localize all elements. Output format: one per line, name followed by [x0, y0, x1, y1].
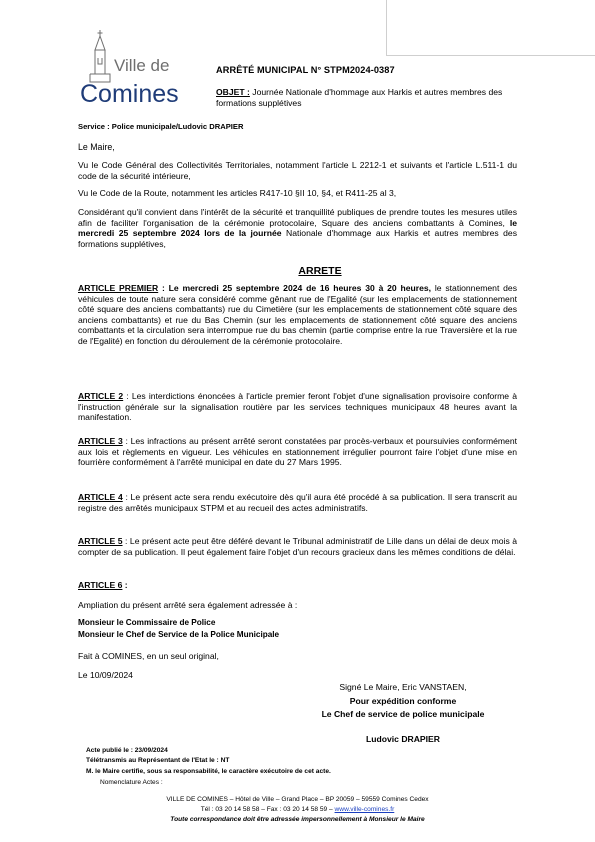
article-6-colon: :: [124, 580, 128, 590]
objet-text: Journée Nationale d'hommage aux Harkis et autres membres des formations supplétives: [216, 87, 503, 108]
document-title: ARRÊTÉ MUNICIPAL N° STPM2024-0387: [216, 65, 395, 75]
recipient-2: Monsieur le Chef de Service de la Police Municipale: [78, 630, 280, 639]
considerant-text-c: Nationale d'hommage aux Harkis et autres membres des formations supplétives,: [78, 228, 518, 249]
considerant-text-a: Considérant qu'il convient dans l'intérêt de la sécurité et tranquillité publiques de prendre toutes les mesures utiles afin de faciliter l'organisation de la cérémonie protocolaire, Square des anciens combattants à Comines,: [78, 207, 517, 228]
objet-label: OBJET :: [216, 87, 250, 97]
article-1: [78, 283, 517, 347]
article-5: [78, 536, 517, 557]
footer-tel: Tél : 03 20 14 58 58 – Fax : 03 20 14 58 59 –: [200, 806, 333, 813]
article-2: [78, 391, 517, 423]
footer-website-link[interactable]: www.ville-comines.fr: [334, 806, 395, 813]
article-4-text: : Le présent acte sera rendu exécutoire dès qu'il aura été procédé à sa publication. Il sera transcrit au registre des arrêtés municipaux STPM et au recueil des actes administratifs.: [78, 492, 517, 513]
ampliation-line: Ampliation du présent arrêté sera également adressée à :: [78, 600, 298, 610]
footer-transmis: Télétransmis au Représentant de l'Etat le : NT: [86, 757, 230, 764]
footer-contact: [0, 806, 595, 815]
logo-text-comines: Comines: [80, 80, 179, 108]
article-3-label: ARTICLE 3: [78, 436, 123, 446]
article-1-label: ARTICLE PREMIER: [78, 283, 159, 293]
article-5-label: ARTICLE 5: [78, 536, 123, 546]
article-1-bold: : Le mercredi 25 septembre 2024 de 16 heures 30 à 20 heures,: [161, 283, 432, 293]
article-6-label: ARTICLE 6: [78, 580, 123, 590]
article-2-text: : Les interdictions énoncées à l'article premier feront l'objet d'une signalisation provisoire conforme à l'instruction générale sur la signalisation routière par les services techniques municipaux 48 heures avant la manifestation.: [78, 391, 518, 423]
recipient-1: Monsieur le Commissaire de Police: [78, 618, 216, 627]
service-line: Service : Police municipale/Ludovic DRAPIER: [78, 122, 244, 131]
article-3-text: : Les infractions au présent arrêté seront constatées par procès-verbaux et poursuivies conformément aux lois et règlements en vigueur. Les véhicules en stationnement irrégulier pourront faire l'objet d'une mise en fourrière conformément à l'arrêté municipal en date du 27 Mars 1995.: [78, 436, 517, 468]
article-4-label: ARTICLE 4: [78, 492, 123, 502]
stamp-box: [386, 0, 595, 56]
article-2-label: ARTICLE 2: [78, 391, 124, 401]
footer-address: VILLE DE COMINES – Hôtel de Ville – Grand Place – BP 20059 – 59559 Comines Cedex: [166, 796, 429, 803]
fait-line: Fait à COMINES, en un seul original,: [78, 651, 219, 661]
le-maire: Le Maire,: [78, 142, 115, 152]
article-6: [78, 580, 517, 591]
vu-paragraph-2: Vu le Code de la Route, notamment les articles R417-10 §II 10, §4, et R411-25 al 3,: [78, 188, 397, 198]
footer-published: Acte publié le : 23/09/2024: [86, 747, 168, 754]
article-5-text: : Le présent acte peut être déféré devant le Tribunal administratif de Lille dans un délai de deux mois à compter de sa publication. Il peut également faire l'objet d'un recours gracieux dans les mêmes conditions de délai.: [78, 536, 518, 557]
footer-notice: Toute correspondance doit être adressée impersonnellement à Monsieur le Maire: [170, 816, 425, 823]
arrete-heading: ARRETE: [298, 265, 342, 277]
considerant-date: le mercredi 25 septembre 2024 lors de la journée: [78, 217, 517, 239]
signature-line-2: Pour expédition conforme: [349, 696, 457, 706]
objet-line: [216, 87, 536, 109]
signature-line-3: Le Chef de service de police municipale: [321, 709, 485, 719]
article-3: [78, 436, 517, 468]
article-4: [78, 492, 517, 513]
signature-line-1: Signé Le Maire, Eric VANSTAEN,: [339, 682, 467, 692]
footer-certifie: M. le Maire certifie, sous sa responsabilité, le caractère exécutoire de cet acte.: [86, 768, 331, 775]
city-logo: [78, 26, 198, 112]
vu-paragraph-1: Vu le Code Général des Collectivités Territoriales, notamment l'article L 2212-1 et suivants et l'article L.511-1 du code de la sécurité intérieure,: [78, 160, 517, 181]
date-line: Le 10/09/2024: [78, 670, 133, 680]
article-1-text: le stationnement des véhicules de toute nature sera considéré comme gênant rue de l'Egalité (sur les emplacements de stationnement côté square des anciens combattants) rue du Cimetière (sur les emplacements de stationnement côté square des anciens combattants) et rue du Bas Chemin (sur les emplacements de stationnement côté square des anciens combattants et la circulation sera interrompue rue du bas chemin (partie comprise entre la rue Traversière et la rue de l'Egalité) en fonction du déroulement de la cérémonie protocolaire.: [78, 283, 517, 346]
footer-nomenclature: Nomenclature Actes :: [100, 779, 163, 786]
signature-line-4: Ludovic DRAPIER: [365, 734, 440, 744]
logo-text-ville: Ville de: [114, 56, 170, 75]
considerant-paragraph: [78, 207, 517, 249]
